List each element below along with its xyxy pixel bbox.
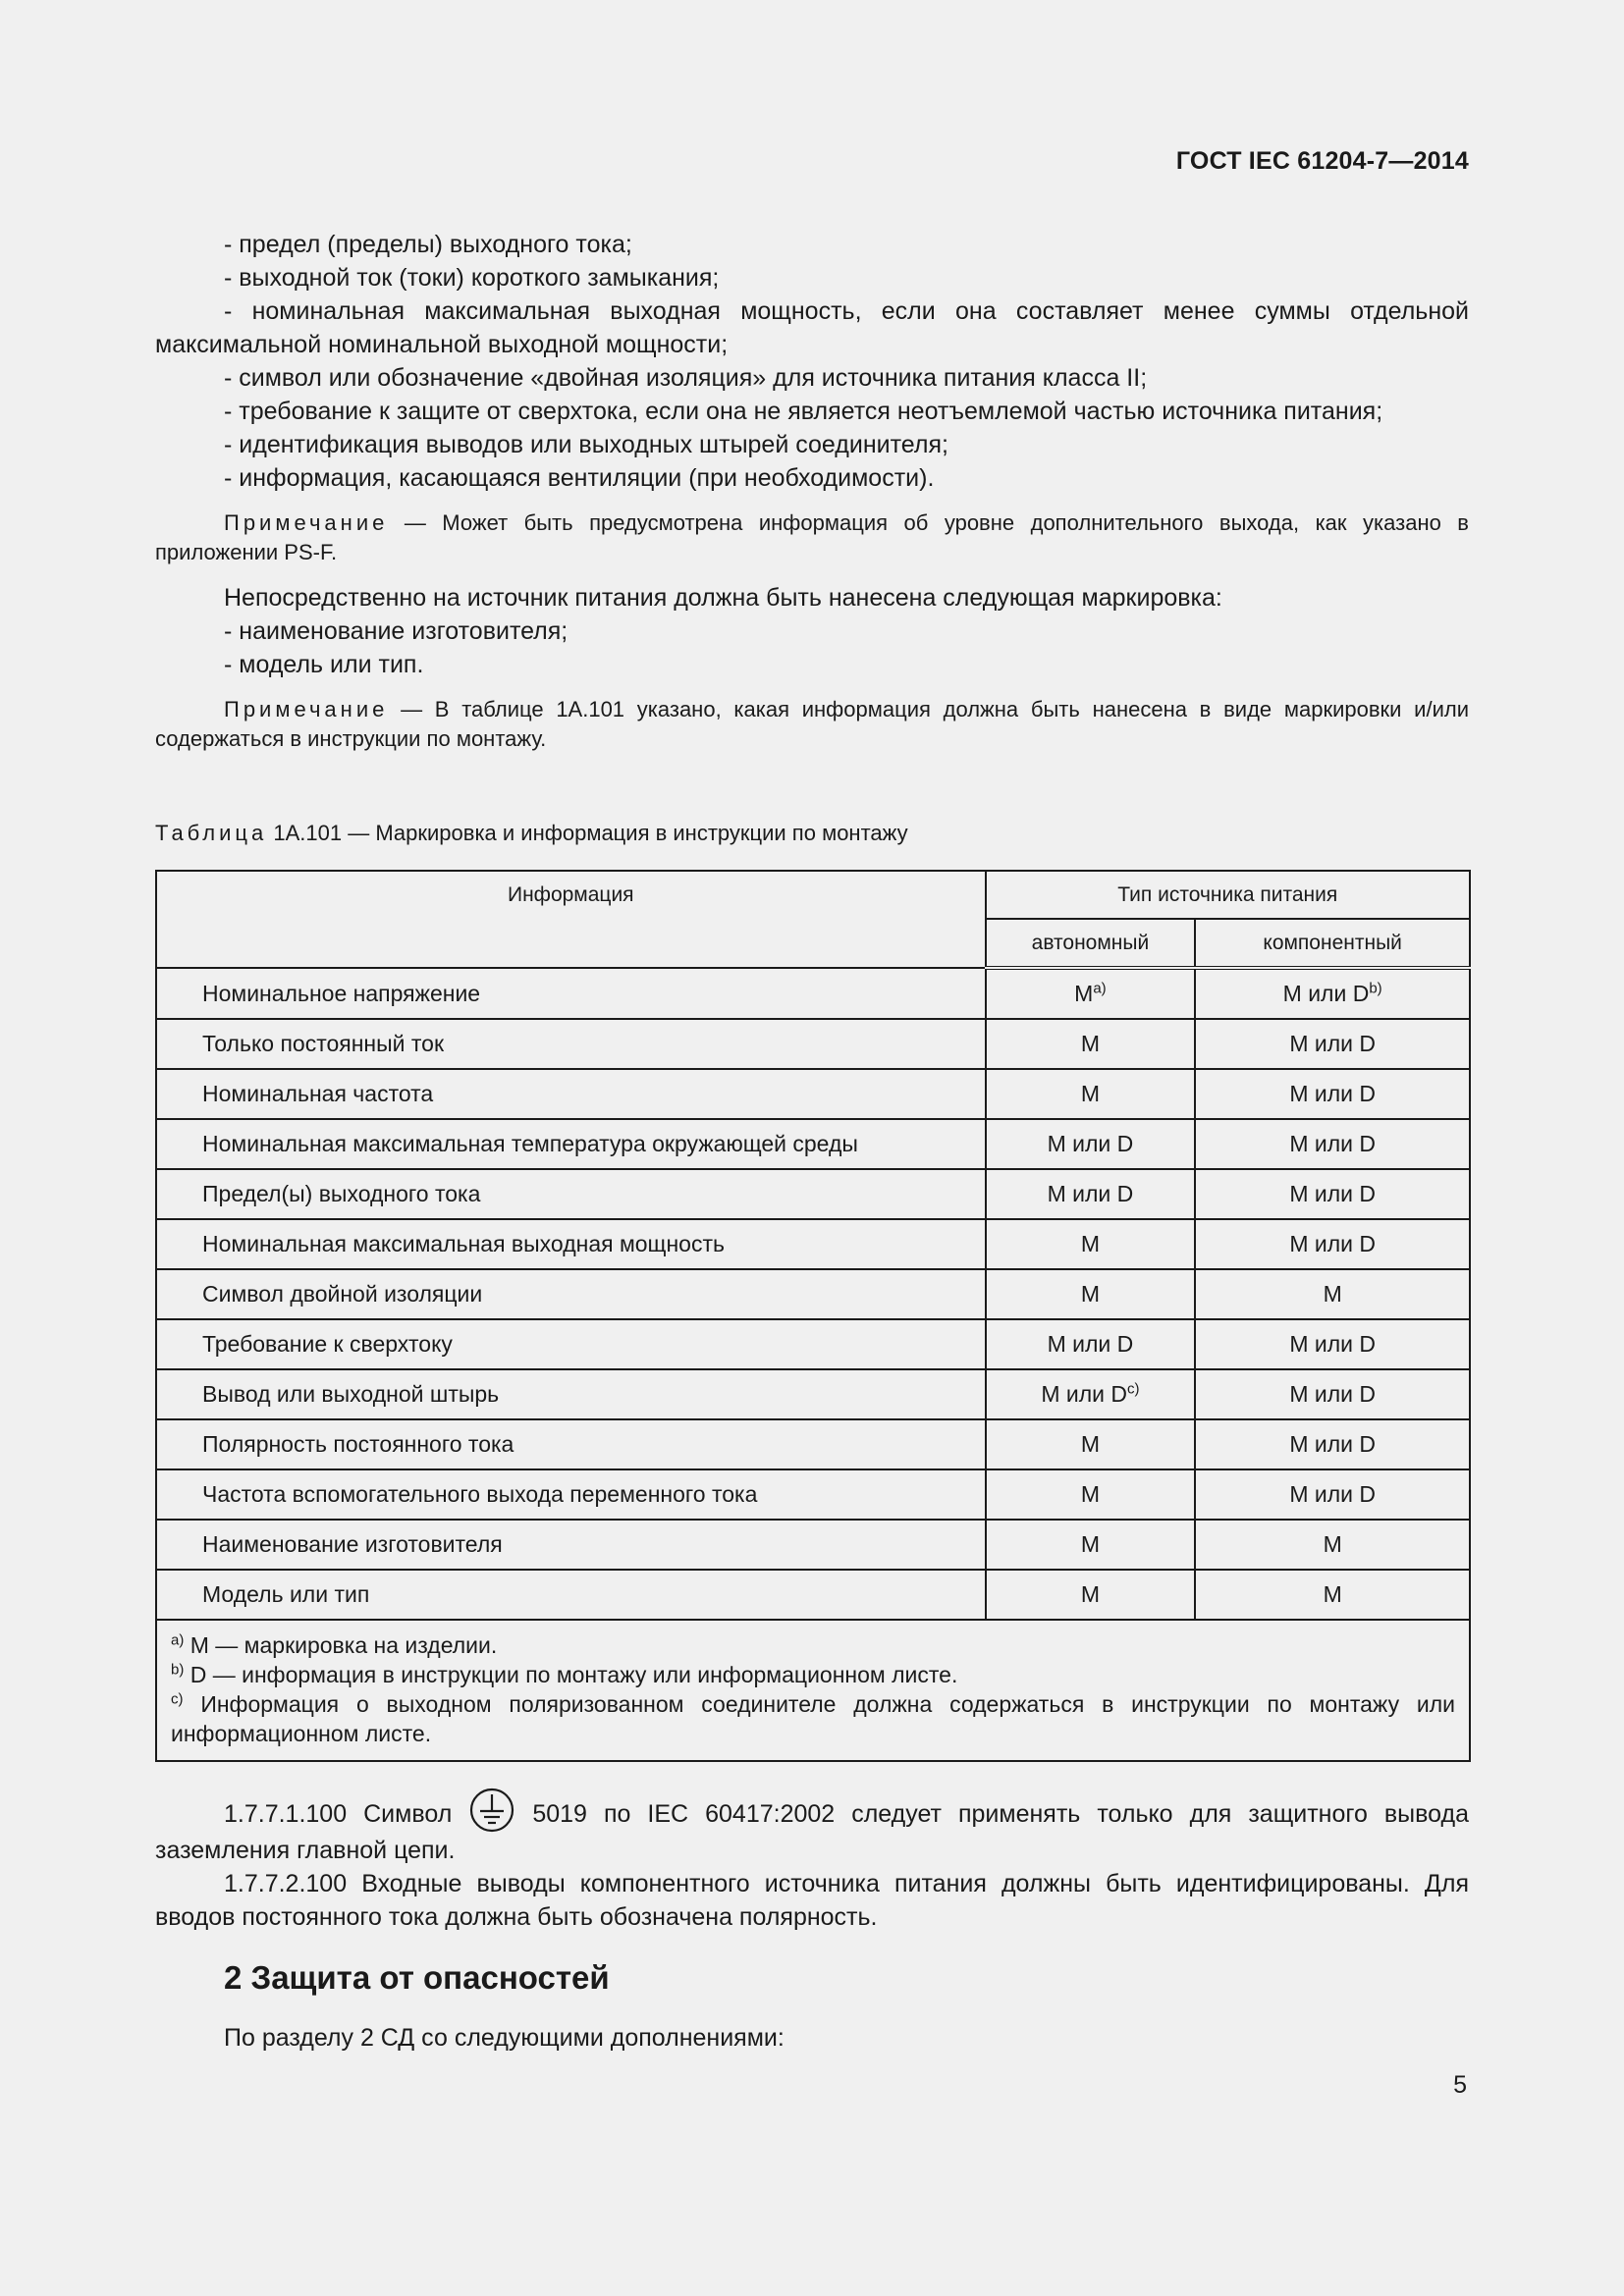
list-item: - идентификация выводов или выходных штырей соединителя;: [224, 431, 948, 458]
protective-earth-icon: [468, 1787, 515, 1834]
table-row: [156, 1570, 1470, 1620]
note-1: [155, 508, 1469, 567]
autonomous-value-cell: [986, 1019, 1196, 1069]
row-label-cell: Только постоянный ток: [156, 1019, 986, 1069]
clauses-block: [155, 1787, 1469, 1934]
row-label-cell: Номинальное напряжение: [156, 968, 986, 1019]
table-row: [156, 1419, 1470, 1469]
list-item: - номинальная максимальная выходная мощность, если она составляет менее суммы отдельной максимальной номинальной выходной мощности;: [155, 297, 1469, 358]
footnote: $^{b)}$ D — информация в инструкции по монтажу или информационном листе.: [171, 1661, 958, 1687]
table-row: [156, 1319, 1470, 1369]
autonomous-value: M: [1080, 1431, 1101, 1457]
footnote-reference: b): [1369, 980, 1382, 997]
autonomous-value-cell: [986, 1269, 1196, 1319]
autonomous-value: M или D: [1047, 1181, 1134, 1206]
column-header-autonomous: автономный: [986, 919, 1196, 968]
autonomous-value: M: [1080, 1231, 1101, 1256]
component-value-cell: [1195, 1419, 1470, 1469]
component-value: M или D: [1289, 1331, 1376, 1357]
component-value: M или D: [1282, 981, 1370, 1006]
table-row: [156, 1119, 1470, 1169]
table-row: [156, 1069, 1470, 1119]
row-label-cell: Полярность постоянного тока: [156, 1419, 986, 1469]
autonomous-value-cell: [986, 1319, 1196, 1369]
autonomous-value-cell: [986, 1119, 1196, 1169]
column-header-information: Информация: [156, 871, 986, 968]
section-intro-paragraph: По разделу 2 СД со следующими дополнениями:: [224, 2024, 785, 2052]
autonomous-value: M или D: [1047, 1131, 1134, 1156]
component-value-cell: [1195, 1469, 1470, 1520]
footnote-reference: c): [1127, 1380, 1140, 1398]
list-item: - модель или тип.: [224, 651, 424, 678]
table-row: [156, 1520, 1470, 1570]
row-label-cell: Символ двойной изоляции: [156, 1269, 986, 1319]
row-label-cell: Вывод или выходной штырь: [156, 1369, 986, 1419]
row-label-cell: Наименование изготовителя: [156, 1520, 986, 1570]
marking-table: [155, 870, 1471, 1762]
table-row: [156, 1019, 1470, 1069]
component-value-cell: [1195, 1219, 1470, 1269]
autonomous-value-cell: [986, 1369, 1196, 1419]
table-row: [156, 1169, 1470, 1219]
autonomous-value: M: [1080, 1481, 1101, 1507]
autonomous-value-cell: [986, 968, 1196, 1019]
autonomous-value-cell: [986, 1520, 1196, 1570]
component-value-cell: [1195, 1119, 1470, 1169]
footnote-mark: b): [171, 1661, 185, 1679]
component-value: M или D: [1289, 1381, 1376, 1407]
row-label-cell: Номинальная максимальная выходная мощность: [156, 1219, 986, 1269]
row-label-cell: Номинальная частота: [156, 1069, 986, 1119]
row-label-cell: Номинальная максимальная температура окружающей среды: [156, 1119, 986, 1169]
autonomous-value: M: [1080, 1581, 1101, 1607]
component-value: M: [1323, 1531, 1342, 1557]
note-text: — Может быть предусмотрена информация об уровне дополнительного выхода, как указано в приложении PS-F.: [155, 510, 1469, 564]
list-item: - информация, касающаяся вентиляции (при необходимости).: [224, 464, 935, 492]
component-value: M: [1323, 1581, 1342, 1607]
section-heading: 2 Защита от опасностей: [224, 1959, 610, 1996]
component-value-cell: [1195, 1169, 1470, 1219]
autonomous-value: M или D: [1041, 1381, 1128, 1407]
page-number: 5: [1453, 2071, 1467, 2099]
autonomous-value: M или D: [1047, 1331, 1134, 1357]
table-row: [156, 1219, 1470, 1269]
row-label-cell: Предел(ы) выходного тока: [156, 1169, 986, 1219]
table-caption-label: Таблица: [155, 821, 268, 845]
row-label-cell: Частота вспомогательного выхода переменного тока: [156, 1469, 986, 1520]
list-item: - требование к защите от сверхтока, если она не является неотъемлемой частью источника питания;: [224, 398, 1383, 425]
note-text: — В таблице 1А.101 указано, какая информация должна быть нанесена в виде маркировки и/или содержаться в инструкции по монтажу.: [155, 697, 1469, 751]
list-item: - символ или обозначение «двойная изоляция» для источника питания класса II;: [224, 364, 1148, 392]
autonomous-value: M: [1080, 1081, 1101, 1106]
component-value: M или D: [1289, 1231, 1376, 1256]
component-value-cell: [1195, 1019, 1470, 1069]
table-body: [156, 968, 1470, 1620]
component-value: M или D: [1289, 1031, 1376, 1056]
table-row: [156, 1469, 1470, 1520]
footnote: $^{a)}$ M — маркировка на изделии.: [171, 1631, 498, 1658]
autonomous-value-cell: [986, 1469, 1196, 1520]
autonomous-value-cell: [986, 1219, 1196, 1269]
row-label-cell: Требование к сверхтоку: [156, 1319, 986, 1369]
list-item: - наименование изготовителя;: [224, 617, 568, 645]
note-label: Примечание: [224, 510, 389, 535]
component-value-cell: [1195, 1369, 1470, 1419]
note-2: [155, 695, 1469, 754]
autonomous-value-cell: [986, 1169, 1196, 1219]
document-id-header: ГОСТ IEC 61204-7—2014: [1175, 147, 1469, 175]
direct-marking-intro: Непосредственно на источник питания должна быть нанесена следующая маркировка:: [224, 584, 1222, 612]
autonomous-value: M: [1074, 981, 1094, 1006]
column-header-component: компонентный: [1195, 919, 1470, 968]
component-value: M: [1323, 1281, 1342, 1307]
list-item: - предел (пределы) выходного тока;: [224, 231, 632, 258]
component-value-cell: [1195, 1319, 1470, 1369]
component-value: M или D: [1289, 1481, 1376, 1507]
list-item: - выходной ток (токи) короткого замыкания;: [224, 264, 720, 292]
autonomous-value-cell: [986, 1419, 1196, 1469]
table-footnotes: [156, 1620, 1470, 1761]
component-value-cell: [1195, 1269, 1470, 1319]
component-value-cell: [1195, 1520, 1470, 1570]
component-value: M или D: [1289, 1131, 1376, 1156]
component-value-cell: [1195, 1570, 1470, 1620]
table-row: [156, 1269, 1470, 1319]
table-row: [156, 968, 1470, 1019]
autonomous-value-cell: [986, 1570, 1196, 1620]
component-value: M или D: [1289, 1431, 1376, 1457]
footnote-reference: a): [1093, 980, 1107, 997]
row-label-cell: Модель или тип: [156, 1570, 986, 1620]
note-label: Примечание: [224, 697, 389, 721]
autonomous-value-cell: [986, 1069, 1196, 1119]
table-caption: [155, 821, 908, 846]
column-header-power-supply-type: Тип источника питания: [986, 871, 1470, 919]
component-value-cell: [1195, 968, 1470, 1019]
component-value: M или D: [1289, 1181, 1376, 1206]
autonomous-value: M: [1080, 1281, 1101, 1307]
autonomous-value: M: [1080, 1531, 1101, 1557]
component-value-cell: [1195, 1069, 1470, 1119]
clause-1-7-7-2-100: 1.7.7.2.100 Входные выводы компонентного источника питания должны быть идентифицированы. Для вводов постоянного тока должна быть обозначена полярность.: [155, 1870, 1469, 1931]
clause-1-7-7-1-100: 1.7.7.1.100 Символ 5019 по IEC 60417:2002 следует применять только для защитного вывода заземления главной цепи.: [155, 1787, 1469, 1867]
table-row: [156, 1369, 1470, 1419]
footnote: $^{c)}$ Информация о выходном поляризованном соединителе должна содержаться в инструкции по монтажу или информационном листе.: [171, 1690, 1455, 1746]
table-caption-text: 1А.101 — Маркировка и информация в инструкции по монтажу: [267, 821, 908, 845]
body-text-block: [155, 228, 1469, 754]
footnote-mark: c): [171, 1690, 184, 1708]
footnote-mark: a): [171, 1631, 185, 1649]
component-value: M или D: [1289, 1081, 1376, 1106]
autonomous-value: M: [1080, 1031, 1101, 1056]
